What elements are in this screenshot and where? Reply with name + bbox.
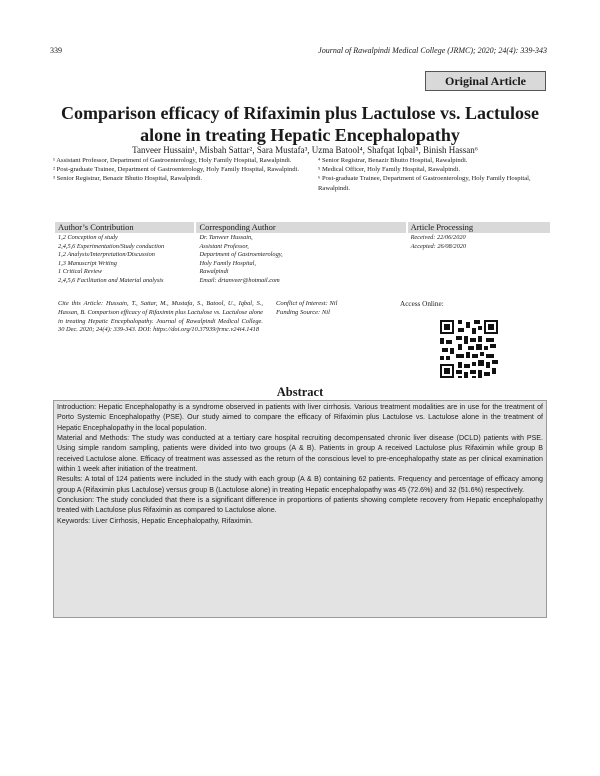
journal-citation-header: Journal of Rawalpindi Medical College (JRMC); 2020; 24(4): 339-343 <box>318 46 547 55</box>
abstract-introduction: Introduction: Hepatic Encephalopathy is a syndrome observed in patients with liver cirrhosis. Various treatment modalities are in use for the treatment of Porto Systemic Encephalopathy (PSE). Our study aimed to compare the efficacy of Rifaximin plus Lactulose vs. Lactulose alone in the treatment of Hepatic Encephalopathy in the local population. <box>57 403 543 432</box>
contribution-list <box>55 234 194 286</box>
funding-source: Funding Source: Nil <box>276 308 330 316</box>
corresponding-line: Dr. Tanveer Hussain, <box>199 234 253 241</box>
article-title: Comparison efficacy of Rifaximin plus Lactulose vs. Lactulose alone in treating Hepatic Encephalopathy <box>61 103 539 145</box>
conflict-of-interest: Conflict of Interest: Nil <box>276 300 338 307</box>
corresponding-email: Email: drtanveer@hotmail.com <box>199 276 280 284</box>
author-list: Tanveer Hussain¹, Misbah Sattar², Sara Mustafa³, Uzma Batool⁴, Shafqat Iqbal⁵, Binish Hassan⁶ <box>132 145 478 155</box>
affiliations-right <box>318 156 556 193</box>
corresponding-details <box>196 234 405 286</box>
qr-code-icon[interactable] <box>440 320 498 378</box>
affiliation-2: ² Post-graduate Trainee, Department of Gastroenterology, Holy Family Hospital, Rawalpindi. <box>53 166 300 174</box>
processing-header: Article Processing <box>408 222 550 233</box>
contribution-item: 1,2 Analysis/Interpretation/Discussion <box>58 251 155 259</box>
citation-text: Cite this Article: Hussain, T., Sattar, M., Mustafa, S., Batool, U., Iqbal, S., Hassan, B. Comparison efficacy of Rifaximin plus Lactulose vs. Lactulose alone in treating Hepatic Encephalopathy. Journal of Rawalpindi Medical College. 30 Dec. 2020; 24(4): 339-343. DOI: https://doi.org/10.37939/jrmc.v24i4.1418 <box>58 300 264 334</box>
corresponding-line: Holy Family Hospital, <box>199 259 256 267</box>
affiliation-4: ⁴ Senior Registrar, Benazir Bhutto Hospital, Rawalpindi. <box>318 157 468 164</box>
affiliations-left <box>53 156 308 184</box>
abstract-conclusion: Conclusion: The study concluded that there is a significant difference in proportions of patients showing complete recovery from Hepatic encephalopathy treated with Lactulose plus Rifaximin as compared to Lactulose alone. <box>57 496 543 515</box>
page-number: 339 <box>50 46 62 55</box>
corresponding-line: Department of Gastroenterology, <box>199 251 283 259</box>
affiliation-6: ⁶ Post-graduate Trainee, Department of Gastroenterology, Holy Family Hospital, Rawalpindi. <box>318 175 531 192</box>
contribution-item: 1,3 Manuscript Writing <box>58 259 117 267</box>
article-info-table <box>55 222 550 286</box>
contribution-item: 1 Critical Review <box>58 268 103 276</box>
accepted-date: Accepted: 26/08/2020 <box>410 242 467 250</box>
contribution-item: 1,2 Conception of study <box>58 234 118 241</box>
abstract-methods: Material and Methods: The study was conducted at a tertiary care hospital recruiting decompensated chronic liver disease (DCLD) patients with PSE. Using simple random sampling, patients were divided into two groups (A & B). Patients in group A received Lactulose plus Rifaximin while group B received Lactulose alone. Efficacy of treatment was assessed as the return of the conscious level to pre-encephalopathy state as per clinical examination within 1 week after initiation of the treatment. <box>57 434 543 474</box>
article-type-badge: Original Article <box>425 71 546 91</box>
abstract-box <box>53 400 547 618</box>
abstract-results: Results: A total of 124 patients were included in the study with each group (A & B) containing 62 patients. Frequency and percentage of efficacy among group A (Rifaximin plus Lactulose) versus group B (Lactulose alone) in treating Hepatic encephalopathy was 45 (72.6%) and 32 (51.6%) respectively. <box>57 475 543 494</box>
contribution-item: 2,4,5,6 Facilitation and Material analysis <box>58 276 164 284</box>
corresponding-header: Corresponding Author <box>196 222 405 233</box>
contribution-item: 2,4,5,6 Experimentation/Study conduction <box>58 242 165 250</box>
received-date: Received: 22/06/2020 <box>410 234 466 241</box>
affiliation-1: ¹ Assistant Professor, Department of Gastroenterology, Holy Family Hospital, Rawalpindi. <box>53 157 292 164</box>
access-online-label: Access Online: <box>400 300 444 308</box>
corresponding-line: Assistant Professor, <box>199 242 249 250</box>
corresponding-line: Rawalpindi <box>199 268 229 276</box>
conflict-funding <box>276 300 386 318</box>
affiliation-5: ⁵ Medical Officer, Holy Family Hospital, Rawalpindi. <box>318 166 461 174</box>
abstract-heading: Abstract <box>276 385 324 399</box>
contribution-header: Author’s Contribution <box>55 222 194 233</box>
affiliation-3: ³ Senior Registrar, Benazir Bhutto Hospital, Rawalpindi. <box>53 175 203 183</box>
abstract-keywords: Keywords: Liver Cirrhosis, Hepatic Encephalopathy, Rifaximin. <box>57 516 253 525</box>
processing-dates <box>408 234 550 286</box>
